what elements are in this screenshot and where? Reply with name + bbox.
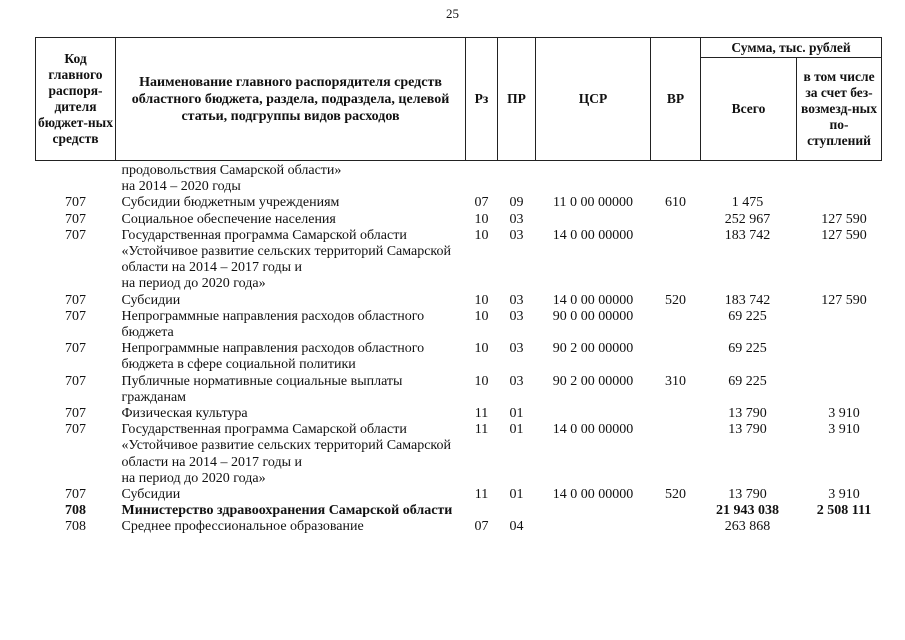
free-cell: 127 590 (821, 211, 867, 227)
code-cell: 707 (65, 373, 86, 389)
total-cell: 69 225 (728, 373, 767, 389)
name-cell: Государственная программа Самарской области «Устойчивое развитие сельских территорий Самарской области на 2014 – 2017 годы и на период до 2020 года» (121, 422, 452, 486)
name-cell: Публичные нормативные социальные выплаты гражданам (121, 373, 403, 405)
header-rz: Рз (466, 38, 498, 161)
name-cell: Непрограммные направления расходов областного бюджета в сфере социальной политики (121, 341, 425, 373)
total-cell: 252 967 (724, 211, 771, 227)
vr-cell (651, 341, 701, 373)
table-row (36, 519, 882, 535)
code-cell: 707 (65, 341, 86, 357)
csr-cell (536, 503, 651, 519)
pr-cell: 03 (509, 211, 524, 227)
header-pr: ПР (498, 38, 536, 161)
budget-table (35, 37, 882, 536)
vr-cell (651, 161, 701, 196)
rz-cell: 11 (474, 487, 489, 503)
name-cell: Министерство здравоохранения Самарской области (121, 503, 453, 519)
header-name: Наименование главного распорядителя средств областного бюджета, раздела, подраздела, целевой статьи, подгруппы видов расходов (116, 38, 466, 161)
pr-cell: 04 (509, 519, 524, 535)
csr-cell: 14 0 00 00000 (552, 422, 634, 438)
total-cell: 13 790 (728, 406, 767, 422)
csr-cell: 90 2 00 00000 (552, 373, 634, 389)
name-cell: Государственная программа Самарской области «Устойчивое развитие сельских территорий Самарской области на 2014 – 2017 годы и на период до 2020 года» (121, 227, 452, 292)
free-cell: 3 910 (828, 487, 860, 503)
rz-cell: 10 (474, 373, 489, 389)
header-csr: ЦСР (536, 38, 651, 161)
vr-cell (651, 228, 701, 293)
table-row (36, 487, 882, 503)
csr-cell: 14 0 00 00000 (552, 227, 634, 243)
table-row (36, 341, 882, 373)
vr-cell: 310 (665, 373, 686, 389)
vr-cell (651, 309, 701, 341)
free-cell: 127 590 (821, 227, 867, 243)
code-cell: 707 (65, 211, 86, 227)
csr-cell (536, 212, 651, 228)
table-header (36, 38, 882, 161)
free-cell: 2 508 111 (816, 503, 872, 519)
code-cell: 707 (65, 487, 86, 503)
rz-cell: 11 (474, 422, 489, 438)
header-sum: Сумма, тыс. рублей (701, 38, 882, 58)
csr-cell (536, 161, 651, 196)
code-cell: 708 (65, 519, 86, 535)
total-cell: 13 790 (728, 422, 767, 438)
free-cell (797, 341, 882, 373)
code-cell: 707 (65, 422, 86, 438)
free-cell: 3 910 (828, 422, 860, 438)
code-cell: 708 (65, 503, 86, 519)
name-cell: Субсидии (121, 292, 181, 308)
total-cell: 183 742 (724, 227, 771, 243)
header-free: в том числе за счет без-возмезд-ных по-ступлений (797, 58, 882, 161)
total-cell: 69 225 (728, 341, 767, 357)
vr-cell (651, 422, 701, 487)
table-row (36, 374, 882, 406)
csr-cell: 11 0 00 00000 (553, 195, 633, 211)
vr-cell: 520 (665, 487, 686, 503)
header-vr: ВР (651, 38, 701, 161)
pr-cell: 01 (509, 422, 524, 438)
free-cell: 127 590 (821, 292, 867, 308)
vr-cell (651, 212, 701, 228)
rz-cell: 10 (474, 341, 489, 357)
table-body (36, 161, 882, 536)
free-cell (797, 161, 882, 196)
pr-cell: 03 (509, 341, 524, 357)
vr-cell (651, 406, 701, 422)
table-row (36, 503, 882, 519)
pr-cell: 03 (509, 292, 524, 308)
pr-cell: 09 (509, 195, 524, 211)
vr-cell (651, 519, 701, 535)
csr-cell: 14 0 00 00000 (552, 292, 634, 308)
total-cell (701, 161, 797, 196)
rz-cell: 07 (474, 195, 489, 211)
code-cell: 707 (65, 195, 86, 211)
free-cell (797, 309, 882, 341)
csr-cell: 90 2 00 00000 (552, 341, 634, 357)
name-cell: Непрограммные направления расходов областного бюджета (121, 308, 425, 341)
table-row (36, 195, 882, 211)
pr-cell: 03 (509, 227, 524, 243)
total-cell: 263 868 (724, 519, 771, 535)
rz-cell (466, 161, 498, 196)
table-row (36, 309, 882, 341)
header-code: Код главного распоря-дителя бюджет-ных средств (36, 38, 116, 161)
csr-cell (536, 519, 651, 535)
page-number: 25 (446, 6, 459, 21)
header-total: Всего (701, 58, 797, 161)
name-cell: Среднее профессиональное образование (121, 519, 364, 535)
rz-cell: 07 (474, 519, 489, 535)
free-cell (797, 519, 882, 535)
name-cell: Социальное обеспечение населения (121, 211, 336, 227)
table-row (36, 161, 882, 196)
name-cell: продовольствия Самарской области» на 2014 – 2020 годы (121, 163, 342, 195)
pr-cell: 01 (509, 406, 524, 422)
code-cell: 707 (65, 292, 86, 308)
pr-cell: 03 (509, 308, 524, 324)
code-cell (36, 161, 116, 196)
csr-cell: 14 0 00 00000 (552, 487, 634, 503)
rz-cell: 10 (474, 227, 489, 243)
pr-cell (498, 503, 536, 519)
table-row (36, 293, 882, 309)
table-row (36, 212, 882, 228)
table-row (36, 228, 882, 293)
rz-cell: 10 (474, 292, 489, 308)
rz-cell: 10 (474, 211, 489, 227)
vr-cell: 520 (665, 292, 686, 308)
table-row (36, 406, 882, 422)
free-cell: 3 910 (828, 406, 860, 422)
vr-cell (651, 503, 701, 519)
name-cell: Субсидии бюджетным учреждениям (121, 195, 340, 211)
csr-cell: 90 0 00 00000 (552, 308, 634, 324)
total-cell: 1 475 (731, 195, 764, 211)
rz-cell: 10 (474, 308, 489, 324)
code-cell: 707 (65, 227, 86, 243)
rz-cell: 11 (474, 406, 489, 422)
code-cell: 707 (65, 406, 86, 422)
csr-cell (536, 406, 651, 422)
vr-cell: 610 (665, 195, 686, 211)
name-cell: Физическая культура (121, 406, 248, 422)
pr-cell (498, 161, 536, 196)
free-cell (797, 374, 882, 406)
table-row (36, 422, 882, 487)
name-cell: Субсидии (121, 487, 181, 503)
free-cell (797, 195, 882, 211)
pr-cell: 03 (509, 373, 524, 389)
total-cell: 13 790 (728, 487, 767, 503)
total-cell: 69 225 (728, 308, 767, 324)
total-cell: 21 943 038 (716, 503, 779, 519)
total-cell: 183 742 (724, 292, 771, 308)
rz-cell (466, 503, 498, 519)
code-cell: 707 (65, 308, 86, 324)
pr-cell: 01 (509, 487, 524, 503)
